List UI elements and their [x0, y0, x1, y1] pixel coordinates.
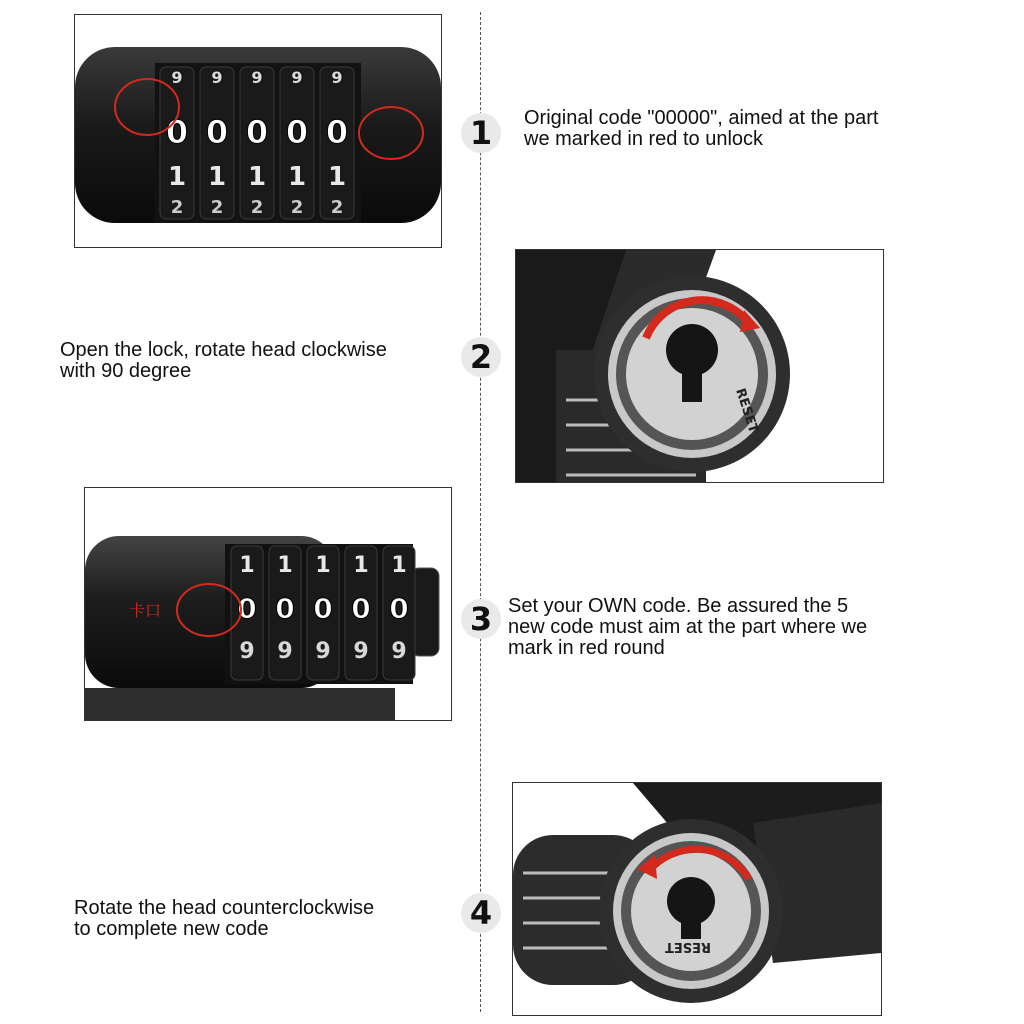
step3-digit-top-1: 1: [239, 553, 255, 578]
step1-digit-bot-5: 2: [330, 197, 344, 218]
step2-number-badge: 2: [461, 337, 501, 377]
step2-caption-line1: Open the lock, rotate head clockwise: [60, 339, 387, 361]
step3-caption-line1: Set your OWN code. Be assured the 5: [508, 595, 849, 617]
step3-caption-line3: mark in red round: [508, 637, 665, 659]
step3-digit-bot-1: 9: [239, 639, 255, 664]
step1-digit-bot-4: 2: [290, 197, 304, 218]
step3-digit-mid-1: 0: [237, 592, 257, 625]
step3-digit-mid-3: 0: [313, 592, 333, 625]
step3-side-mark: 卡口: [129, 601, 162, 620]
step1-digit-bot-2: 2: [210, 197, 224, 218]
step1-digit-low-1: 1: [167, 162, 187, 192]
step1-digit-bot-3: 2: [250, 197, 264, 218]
step1-digit-mid-5: 0: [325, 113, 349, 151]
step3-digit-bot-4: 9: [353, 639, 369, 664]
step1-digit-bot-1: 2: [170, 197, 184, 218]
step3-digit-bot-2: 9: [277, 639, 293, 664]
step2-caption-line2: with 90 degree: [60, 360, 192, 382]
step3-number-badge: 3: [461, 599, 501, 639]
step4-reset-label: RESET: [664, 939, 711, 954]
step3-caption: [508, 596, 867, 659]
step1-digit-top-1: 9: [171, 68, 183, 87]
step1-digit-mid-4: 0: [285, 113, 309, 151]
step3-digit-top-4: 1: [353, 553, 369, 578]
step1-caption-line1: Original code "00000", aimed at the part: [524, 107, 879, 129]
step3-digit-top-3: 1: [315, 553, 331, 578]
step1-digit-low-5: 1: [327, 162, 347, 192]
step3-digit-top-2: 1: [277, 553, 293, 578]
step3-digit-mid-4: 0: [351, 592, 371, 625]
step3-digit-bot-5: 9: [391, 639, 407, 664]
step1-digit-top-4: 9: [291, 68, 303, 87]
step3-digit-top-5: 1: [391, 553, 407, 578]
step3-digit-mid-5: 0: [389, 592, 409, 625]
step1-photo: [74, 14, 442, 248]
step4-caption: [74, 898, 374, 940]
step1-caption-line2: we marked in red to unlock: [524, 128, 764, 150]
step2-reset-label: RESET: [732, 386, 761, 435]
step3-digit-bot-3: 9: [315, 639, 331, 664]
step1-digit-mid-1: 0: [165, 113, 189, 151]
step3-caption-line2: new code must aim at the part where we: [508, 616, 868, 638]
step1-digit-low-2: 1: [207, 162, 227, 192]
step2-photo: [515, 249, 884, 483]
step3-digit-mid-2: 0: [275, 592, 295, 625]
step3-photo: [84, 487, 452, 721]
step1-number-badge: 1: [461, 113, 501, 153]
center-divider: [480, 12, 481, 1012]
step1-digit-mid-2: 0: [205, 113, 229, 151]
step4-number-badge: 4: [461, 893, 501, 933]
step1-digit-low-3: 1: [247, 162, 267, 192]
step1-digit-top-2: 9: [211, 68, 223, 87]
step1-digit-mid-3: 0: [245, 113, 269, 151]
step1-digit-top-3: 9: [251, 68, 263, 87]
step4-caption-line2: to complete new code: [74, 918, 269, 940]
step2-caption: [60, 340, 387, 382]
step1-digit-top-5: 9: [331, 68, 343, 87]
step4-photo: [512, 782, 882, 1016]
step1-caption: [524, 108, 878, 150]
step4-caption-line1: Rotate the head counterclockwise: [74, 897, 375, 919]
step1-digit-low-4: 1: [287, 162, 307, 192]
